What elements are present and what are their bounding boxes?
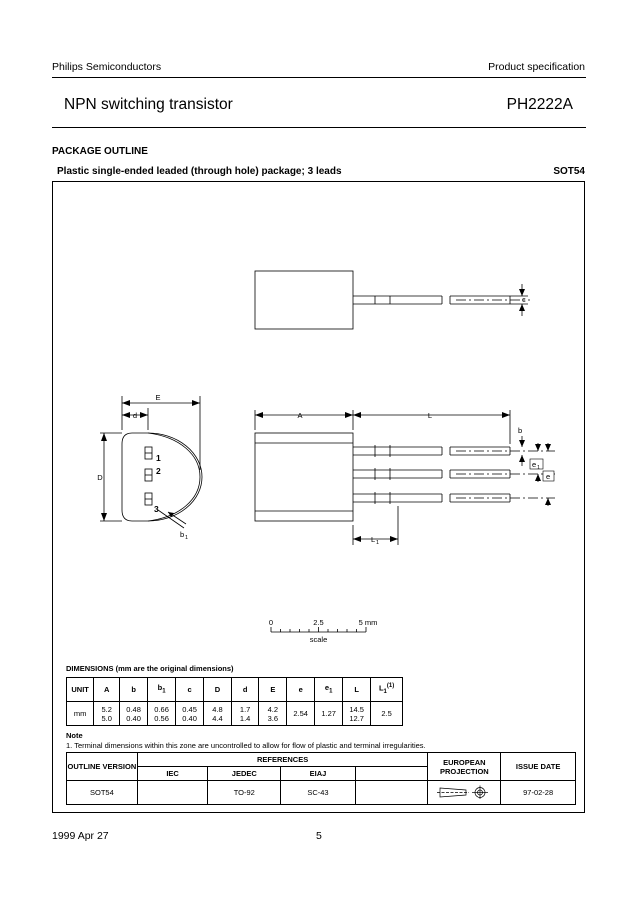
pin-2-label: 2 bbox=[156, 466, 161, 476]
issue-date-label: ISSUE DATE bbox=[501, 753, 576, 781]
dim-label-b: b bbox=[518, 426, 523, 435]
col-E: E bbox=[259, 678, 287, 702]
section-heading: PACKAGE OUTLINE bbox=[52, 146, 148, 157]
col-d: d bbox=[231, 678, 259, 702]
references-table bbox=[66, 752, 576, 805]
note-text: 1. Terminal dimensions within this zone are uncontrolled to allow for flow of plastic and terminal irregularities. bbox=[66, 741, 426, 750]
note-heading: Note bbox=[66, 731, 83, 740]
dim-label-L: L bbox=[427, 411, 433, 420]
dim-label-d: d bbox=[132, 411, 138, 420]
col-A: A bbox=[94, 678, 120, 702]
dim-label-E: E bbox=[155, 393, 161, 402]
scale-zero: 0 bbox=[268, 618, 274, 627]
part-number: PH2222A bbox=[506, 96, 573, 113]
dim-label-b1: b bbox=[180, 530, 185, 539]
references-label: REFERENCES bbox=[137, 753, 428, 767]
col-c: c bbox=[176, 678, 204, 702]
projection-symbol bbox=[428, 781, 501, 805]
iec-value bbox=[137, 781, 208, 805]
cell-L: 14.5 12.7 bbox=[343, 702, 371, 726]
dim-label-A: A bbox=[297, 411, 303, 420]
pin-3-label: 3 bbox=[154, 504, 159, 514]
outline-version: SOT54 bbox=[67, 781, 138, 805]
jedec-value: TO-92 bbox=[208, 781, 281, 805]
cell-e: 2.54 bbox=[287, 702, 315, 726]
dimensions-table bbox=[66, 677, 403, 726]
header-company: Philips Semiconductors bbox=[52, 61, 162, 73]
cell-c: 0.45 0.40 bbox=[176, 702, 204, 726]
dim-label-e1: e bbox=[532, 460, 537, 469]
scale-caption: scale bbox=[309, 635, 328, 644]
scale-end: 5 mm bbox=[358, 618, 378, 627]
col-b: b bbox=[120, 678, 148, 702]
cell-d: 1.7 1.4 bbox=[231, 702, 259, 726]
side-view-body bbox=[122, 433, 202, 521]
dimensions-title: DIMENSIONS (mm are the original dimensions) bbox=[66, 664, 234, 673]
col-e1: $e_1$ bbox=[315, 678, 343, 702]
page-title: NPN switching transistor bbox=[64, 96, 233, 113]
col-D: D bbox=[204, 678, 232, 702]
dim-label-e: e bbox=[546, 472, 551, 481]
dim-label-c: c bbox=[522, 295, 526, 304]
issue-date: 97-02-28 bbox=[501, 781, 576, 805]
col-L: L bbox=[343, 678, 371, 702]
footer-date: 1999 Apr 27 bbox=[52, 830, 109, 842]
dim-label-e1-sub: 1 bbox=[537, 465, 541, 471]
outline-version-label: OUTLINE VERSION bbox=[67, 753, 138, 781]
pin-1-label: 1 bbox=[156, 453, 161, 463]
dim-label-L1-sub: 1 bbox=[376, 540, 380, 546]
cell-e1: 1.27 bbox=[315, 702, 343, 726]
dim-label-b1-sub: 1 bbox=[185, 535, 189, 541]
top-view-body bbox=[255, 271, 353, 329]
cell-b: 0.48 0.40 bbox=[120, 702, 148, 726]
eiaj-value: SC-43 bbox=[281, 781, 356, 805]
col-unit: UNIT bbox=[67, 678, 94, 702]
cell-D: 4.8 4.4 bbox=[204, 702, 232, 726]
col-e: e bbox=[287, 678, 315, 702]
projection-label: EUROPEAN PROJECTION bbox=[428, 753, 501, 781]
package-code: SOT54 bbox=[553, 166, 585, 177]
page-number: 5 bbox=[316, 830, 322, 842]
cell-E: 4.2 3.6 bbox=[259, 702, 287, 726]
header-doc-type: Product specification bbox=[488, 61, 585, 73]
col-b1: $b_1$ bbox=[148, 678, 176, 702]
european-projection-icon bbox=[436, 785, 492, 799]
cell-b1: 0.66 0.56 bbox=[148, 702, 176, 726]
front-view-body bbox=[255, 433, 353, 521]
cell-L1: 2.5 bbox=[371, 702, 403, 726]
col-L1: $L_1^{(1)}$ bbox=[371, 678, 403, 702]
dim-label-L1: L bbox=[371, 535, 376, 544]
scale-mid: 2.5 bbox=[313, 618, 324, 627]
cell-A: 5.2 5.0 bbox=[94, 702, 120, 726]
cell-unit: mm bbox=[67, 702, 94, 726]
iec-label: IEC bbox=[137, 767, 208, 781]
eiaj-label: EIAJ bbox=[281, 767, 356, 781]
package-description: Plastic single-ended leaded (through hole) package; 3 leads bbox=[57, 166, 342, 177]
dim-label-D: D bbox=[97, 473, 103, 482]
jedec-label: JEDEC bbox=[208, 767, 281, 781]
